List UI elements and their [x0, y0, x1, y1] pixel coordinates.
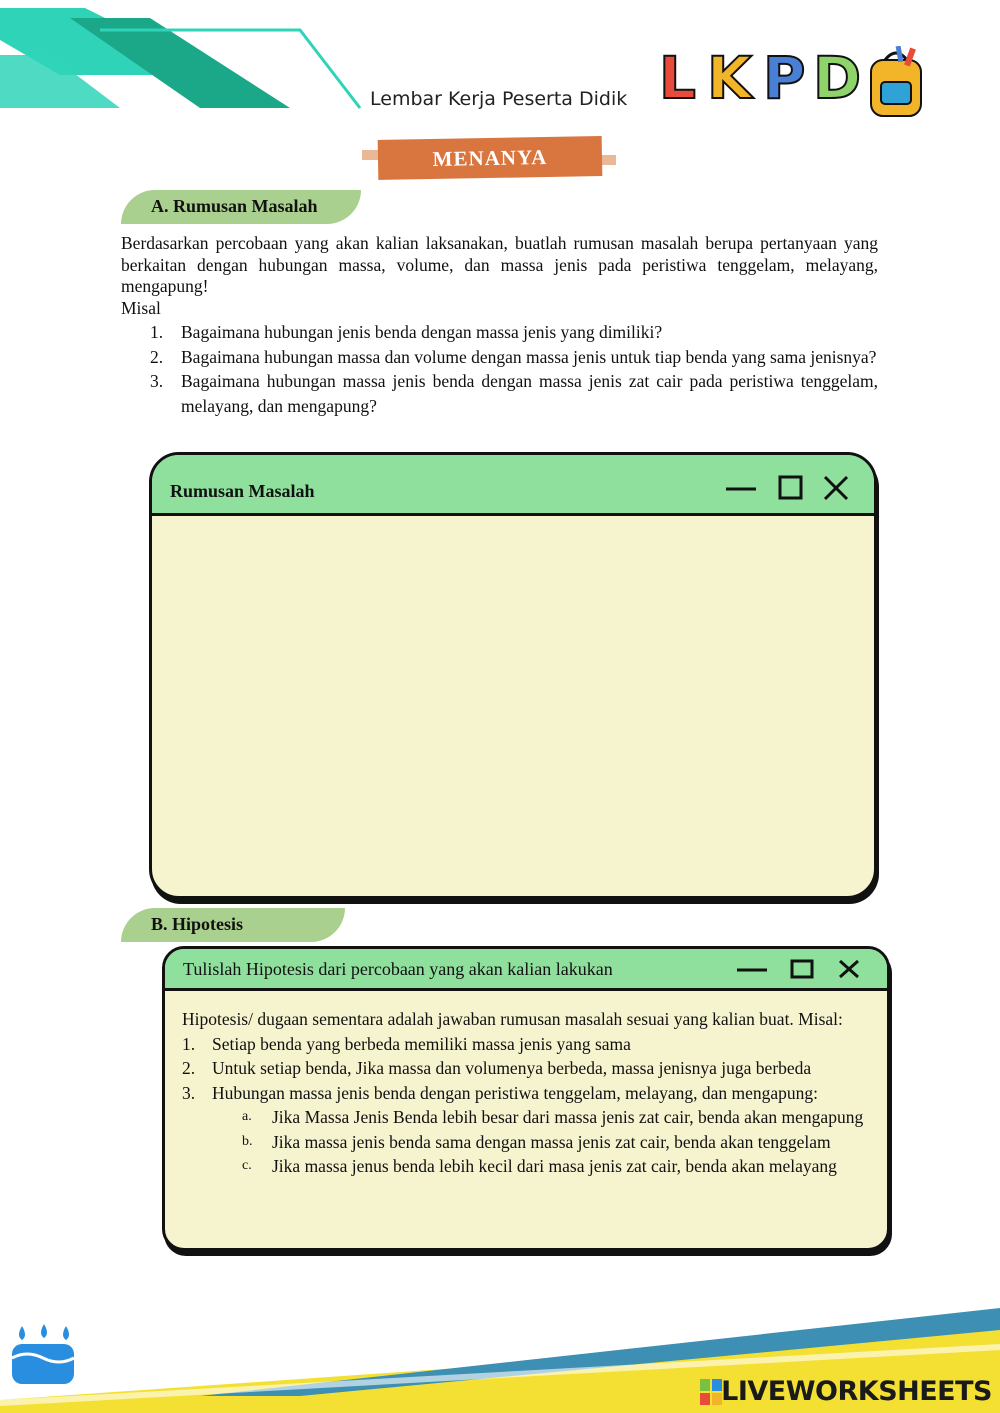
list-item-number: 2. — [150, 346, 164, 367]
list-item-number: 2. — [182, 1058, 196, 1078]
sublist-item — [242, 1130, 882, 1155]
sublist-item — [242, 1154, 882, 1179]
maximize-icon[interactable] — [790, 959, 814, 979]
section-b-tab — [121, 908, 345, 942]
logo-letter-p: P — [763, 44, 806, 112]
stage-banner: MENANYA — [378, 136, 603, 180]
logo-letter-k: K — [707, 44, 752, 112]
hipotesis-intro: Hipotesis/ dugaan sementara adalah jawaban rumusan masalah sesuai yang kalian buat. Misal: — [182, 1009, 843, 1029]
header-decoration — [0, 0, 370, 115]
list-item — [150, 320, 878, 345]
sublist-item-text: Jika massa jenus benda lebih kecil dari masa jenis zat cair, benda akan melayang — [272, 1156, 837, 1176]
sublist-item-text: Jika Massa Jenis Benda lebih besar dari massa jenis zat cair, benda akan mengapung — [272, 1107, 864, 1127]
list-item-number: 3. — [182, 1082, 196, 1103]
footer-brand[interactable]: LIVEWORKSHEETS — [721, 1376, 992, 1407]
example-label: Misal — [121, 298, 161, 318]
hipotesis-content — [182, 1007, 882, 1179]
backpack-icon — [867, 46, 927, 118]
rumusan-masalah-answer-area[interactable] — [152, 516, 874, 896]
logo-letter-d: D — [813, 44, 862, 112]
list-item-number: 1. — [182, 1033, 196, 1054]
close-icon[interactable] — [822, 474, 850, 502]
sublist-item-letter: b. — [242, 1133, 253, 1149]
list-item-text: Setiap benda yang berbeda memiliki massa jenis yang sama — [212, 1033, 631, 1054]
minimize-icon[interactable] — [724, 477, 758, 501]
list-item-number: 1. — [150, 322, 164, 342]
window-title: Tulislah Hipotesis dari percobaan yang akan kalian lakukan — [183, 959, 613, 979]
list-item — [182, 1056, 882, 1081]
list-item — [182, 1032, 882, 1057]
hipotesis-sublist — [242, 1105, 882, 1179]
window-title: Rumusan Masalah — [170, 481, 315, 501]
section-a-tab — [121, 190, 361, 224]
list-item — [150, 369, 878, 418]
section-a-title: A. Rumusan Masalah — [151, 196, 318, 216]
lkpd-logo — [655, 42, 925, 122]
list-item-number: 3. — [150, 371, 164, 391]
list-item-text: Bagaimana hubungan jenis benda dengan massa jenis yang dimiliki? — [181, 322, 663, 342]
minimize-icon[interactable] — [735, 959, 769, 979]
window-titlebar — [165, 949, 887, 991]
header-subtitle: Lembar Kerja Peserta Didik — [370, 88, 628, 110]
close-icon[interactable] — [837, 958, 861, 980]
liveworksheets-logo-icon — [700, 1379, 722, 1405]
list-item-text: Untuk setiap benda, Jika massa dan volumenya berbeda, massa jenisnya juga berbeda — [212, 1058, 812, 1078]
water-icon — [10, 1322, 76, 1386]
hipotesis-window — [162, 946, 890, 1251]
logo-letter-l: L — [659, 44, 696, 112]
list-item — [150, 345, 878, 370]
example-list — [150, 320, 878, 418]
sublist-item — [242, 1105, 882, 1130]
rumusan-masalah-window — [149, 452, 877, 899]
list-item-text: Bagaimana hubungan massa dan volume dengan massa jenis untuk tiap benda yang sama jenisnya? — [181, 346, 877, 367]
list-item-text: Bagaimana hubungan massa jenis benda dengan massa jenis zat cair pada peristiwa tenggelam, melayang, dan mengapung? — [181, 371, 878, 416]
list-item-text: Hubungan massa jenis benda dengan peristiwa tenggelam, melayang, dan mengapung: — [212, 1082, 819, 1103]
window-titlebar — [152, 455, 874, 516]
sublist-item-letter: a. — [242, 1109, 252, 1124]
maximize-icon[interactable] — [778, 475, 804, 501]
sublist-item-letter: c. — [242, 1158, 252, 1173]
section-a-instruction: Berdasarkan percobaan yang akan kalian laksanakan, buatlah rumusan masalah berupa pertanyaan yang berkaitan dengan hubungan massa, volume, dan massa jenis pada peristiwa tenggelam, melayang, mengapung! — [121, 233, 878, 296]
list-item — [182, 1081, 882, 1106]
section-b-title: B. Hipotesis — [151, 914, 244, 934]
sublist-item-text: Jika massa jenis benda sama dengan massa jenis zat cair, benda akan tenggelam — [272, 1131, 831, 1152]
